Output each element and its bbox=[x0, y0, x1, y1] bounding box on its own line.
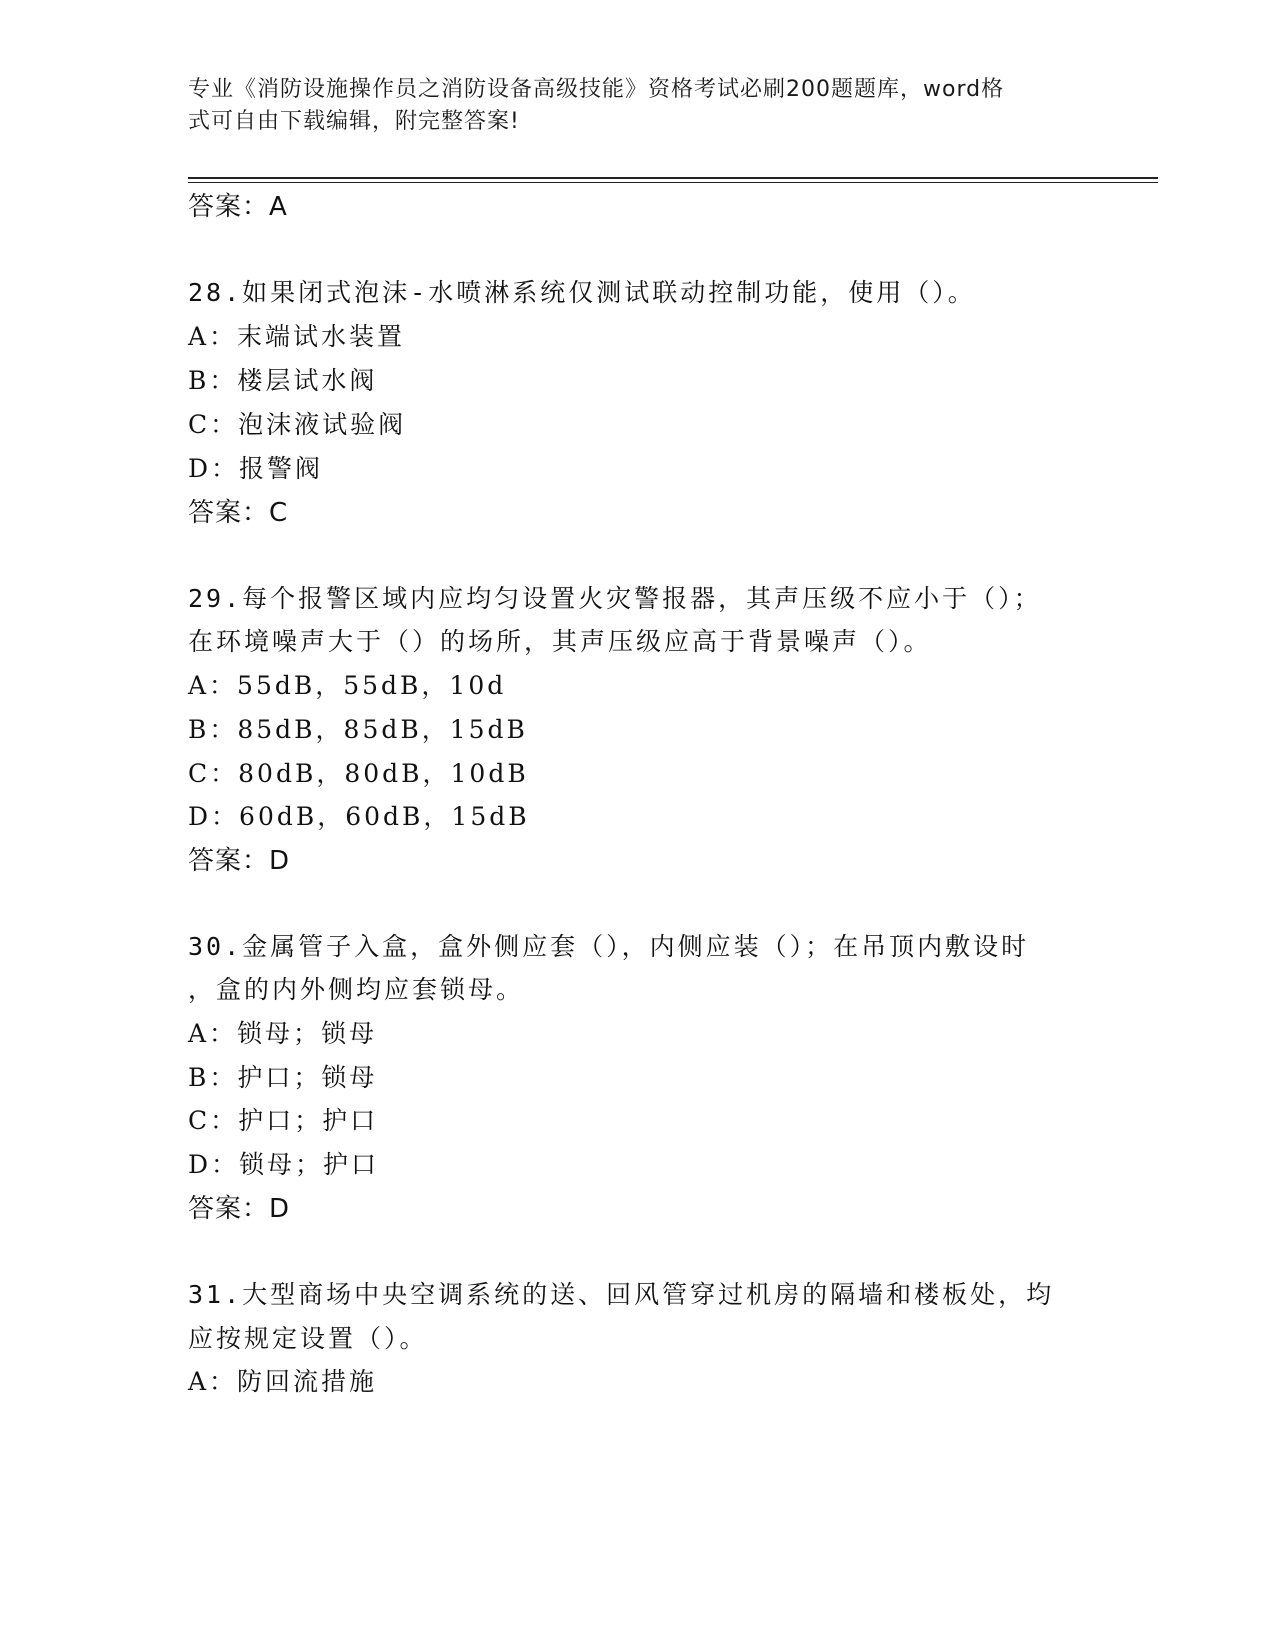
question-29-option-b: B：85dB，85dB，15dB bbox=[188, 715, 528, 744]
question-28-option-a: A：末端试水装置 bbox=[188, 322, 406, 351]
question-30-option-a: A：锁母；锁母 bbox=[188, 1019, 378, 1048]
question-31-stem-line-2: 应按规定设置（）。 bbox=[188, 1324, 428, 1353]
question-30-answer: 答案：D bbox=[188, 1194, 291, 1224]
question-30-stem-line-2: ，盒的内外侧均应套锁母。 bbox=[188, 975, 525, 1004]
header-divider-thin bbox=[188, 182, 1158, 183]
question-29-answer: 答案：D bbox=[188, 846, 291, 876]
question-29-stem-line-1: 29.每个报警区域内应均匀设置火灾警报器，其声压级不应小于（）； bbox=[188, 584, 1042, 613]
previous-answer: 答案：A bbox=[188, 192, 288, 222]
question-28-option-b: B：楼层试水阀 bbox=[188, 366, 378, 395]
question-31-stem-line-1: 31.大型商场中央空调系统的送、回风管穿过机房的隔墙和楼板处，均 bbox=[188, 1280, 1055, 1309]
question-30-option-c: C：护口；护口 bbox=[188, 1106, 379, 1135]
header-line-2: 式可自由下载编辑，附完整答案! bbox=[188, 109, 520, 134]
question-30-option-b: B：护口；锁母 bbox=[188, 1063, 378, 1092]
question-29-option-a: A：55dB，55dB，10d bbox=[188, 671, 507, 700]
question-28-answer: 答案：C bbox=[188, 498, 289, 528]
question-30-stem-line-1: 30.金属管子入盒，盒外侧应套（），内侧应装（）；在吊顶内敷设时 bbox=[188, 932, 1030, 961]
question-29-option-d: D：60dB，60dB，15dB bbox=[188, 802, 530, 831]
question-28-option-c: C：泡沫液试验阀 bbox=[188, 410, 407, 439]
question-30-option-d: D：锁母；护口 bbox=[188, 1150, 380, 1179]
question-28-option-d: D：报警阀 bbox=[188, 454, 324, 483]
question-28-stem: 28.如果闭式泡沫-水喷淋系统仅测试联动控制功能，使用（）。 bbox=[188, 278, 976, 307]
header-divider-thick bbox=[188, 177, 1158, 179]
question-29-option-c: C：80dB，80dB，10dB bbox=[188, 759, 529, 788]
question-29-stem-line-2: 在环境噪声大于（）的场所，其声压级应高于背景噪声（）。 bbox=[188, 627, 932, 656]
question-31-option-a: A：防回流措施 bbox=[188, 1367, 378, 1396]
header-line-1: 专业《消防设施操作员之消防设备高级技能》资格考试必刷200题题库，word格 bbox=[188, 77, 1005, 102]
document-header bbox=[188, 74, 1068, 138]
